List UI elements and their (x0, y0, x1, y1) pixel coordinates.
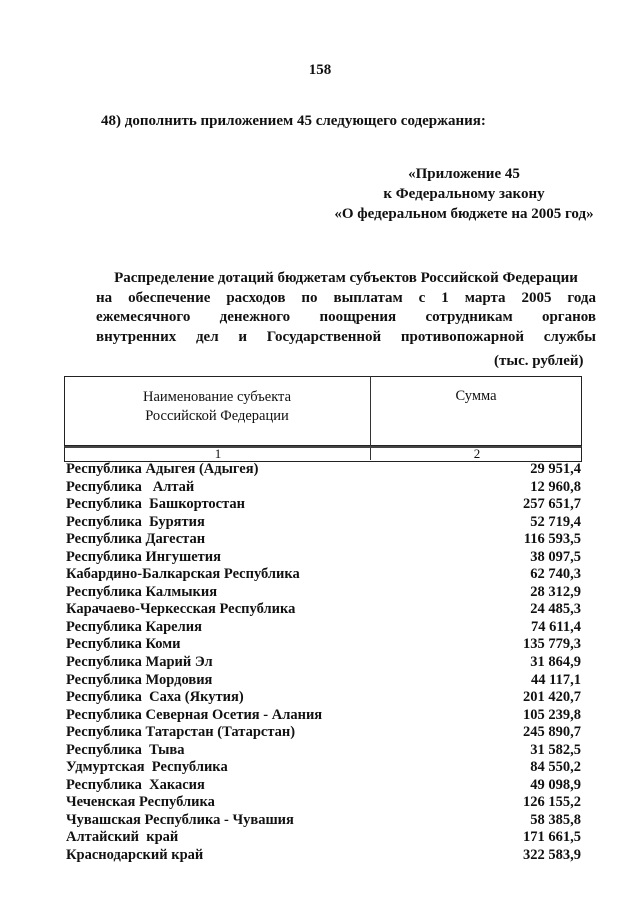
subsidy-amount: 126 155,2 (523, 794, 581, 811)
subsidy-amount: 58 385,8 (530, 811, 581, 828)
units-label: (тыс. рублей) (494, 353, 584, 369)
table-row (66, 461, 581, 479)
subject-name: Удмуртская Республика (66, 759, 228, 776)
table-row (66, 531, 581, 549)
subsidy-amount: 49 098,9 (530, 776, 581, 793)
table-row (66, 566, 581, 584)
subsidy-amount: 52 719,4 (530, 513, 581, 530)
subsidy-amount: 12 960,8 (530, 478, 581, 495)
subject-name: Кабардино-Балкарская Республика (66, 566, 300, 583)
document-title (96, 269, 596, 347)
appendix-line-3: «О федеральном бюджете на 2005 год» (334, 206, 594, 222)
subsidy-amount: 28 312,9 (530, 583, 581, 600)
subsidy-amount: 245 890,7 (523, 724, 581, 741)
appendix-line-1: «Приложение 45 (408, 166, 520, 182)
table-row (66, 672, 581, 690)
subject-name: Республика Мордовия (66, 671, 213, 688)
appendix-line-2: к Федеральному закону (383, 186, 545, 202)
table-row (66, 654, 581, 672)
subsidy-amount: 62 740,3 (530, 566, 581, 583)
subsidy-amount: 116 593,5 (523, 531, 581, 548)
subject-name: Республика Бурятия (66, 513, 205, 530)
table-row (66, 847, 581, 865)
table-row (66, 689, 581, 707)
subsidy-amount: 257 651,7 (523, 496, 581, 513)
subject-name: Республика Татарстан (Татарстан) (66, 724, 296, 741)
table-row (66, 514, 581, 532)
table-row (66, 549, 581, 567)
subject-name: Республика Адыгея (Адыгея) (66, 461, 259, 477)
subject-name: Республика Ингушетия (66, 548, 221, 565)
subject-name: Республика Карелия (66, 618, 202, 635)
header-sum: Сумма (455, 388, 497, 404)
table-row (66, 829, 581, 847)
subsidy-amount: 31 582,5 (530, 741, 581, 758)
appendix-heading (330, 164, 598, 224)
title-line-2: на обеспечение расходов по выплатам с 1 марта 2005 года (96, 289, 596, 306)
column-number-1: 1 (214, 446, 222, 461)
subject-name: Республика Хакасия (66, 776, 205, 793)
subject-name: Республика Дагестан (66, 531, 206, 548)
column-number-2: 2 (473, 446, 481, 461)
subsidy-amount: 201 420,7 (523, 689, 581, 706)
subsidy-amount: 74 611,4 (531, 618, 581, 635)
subsidy-amount: 29 951,4 (530, 461, 581, 477)
table-row (66, 724, 581, 742)
header-subject-line-1: Наименование субъекта (142, 389, 292, 405)
title-line-3: ежемесячного денежного поощрения сотрудникам органов (96, 309, 596, 325)
table-row (66, 584, 581, 602)
table-row (66, 812, 581, 830)
subject-name: Республика Алтай (66, 478, 195, 495)
table-row (66, 636, 581, 654)
subject-name: Республика Коми (66, 636, 181, 653)
table-row (66, 759, 581, 777)
header-subject-line-2: Российской Федерации (145, 408, 289, 424)
subject-name: Алтайский край (66, 829, 179, 846)
table-row (66, 619, 581, 637)
table-row (66, 496, 581, 514)
subject-name: Краснодарский край (66, 847, 204, 864)
table-row (66, 777, 581, 795)
table-header (64, 376, 582, 460)
subject-name: Чеченская Республика (66, 794, 215, 811)
subsidy-amount: 31 864,9 (530, 654, 581, 671)
subsidy-amount: 24 485,3 (530, 601, 581, 618)
table-row (66, 707, 581, 725)
subsidy-amount: 38 097,5 (530, 548, 581, 565)
subsidy-amount: 135 779,3 (523, 636, 581, 653)
subject-name: Республика Марий Эл (66, 654, 213, 671)
subsidy-amount: 322 583,9 (523, 847, 581, 864)
subject-name: Республика Калмыкия (66, 583, 218, 600)
title-line-1: Распределение дотаций бюджетам субъектов Российской Федерации (114, 270, 578, 286)
subsidy-amount: 84 550,2 (530, 759, 581, 776)
subject-name: Республика Саха (Якутия) (66, 689, 244, 706)
subject-name: Республика Северная Осетия - Алания (66, 706, 323, 723)
table-row (66, 794, 581, 812)
table-body (66, 461, 581, 865)
subsidy-amount: 105 239,8 (523, 706, 581, 723)
subsidy-amount: 171 661,5 (523, 829, 581, 846)
subject-name: Карачаево-Черкесская Республика (66, 601, 296, 618)
subsidy-amount: 44 117,1 (531, 671, 581, 688)
amendment-text: 48) дополнить приложением 45 следующего содержания: (101, 113, 486, 129)
column-number-row (64, 446, 582, 462)
subject-name: Республика Тыва (66, 741, 185, 758)
subject-name: Республика Башкортостан (66, 496, 246, 513)
table-row (66, 479, 581, 497)
title-line-4: внутренних дел и Государственной противопожарной службы (96, 328, 596, 345)
page-number: 158 (308, 62, 332, 78)
table-row (66, 601, 581, 619)
header-subject-name (64, 388, 370, 426)
subject-name: Чувашская Республика - Чувашия (66, 811, 294, 828)
table-row (66, 742, 581, 760)
